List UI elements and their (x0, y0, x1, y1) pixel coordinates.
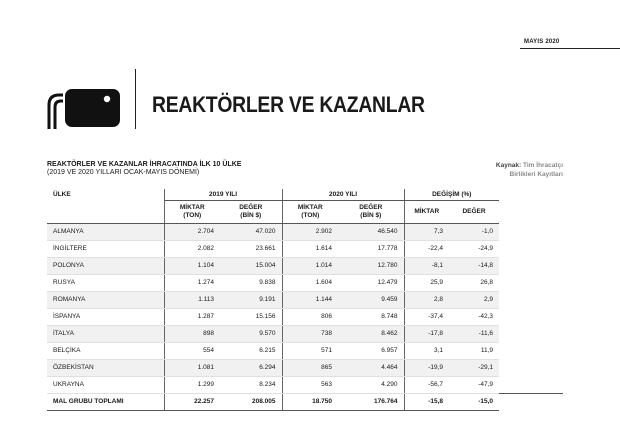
header-val-unit: (BİN $) (360, 211, 382, 219)
cell-qty-2019: 898 (164, 325, 220, 342)
row-spacer (499, 223, 563, 240)
cell-change-val: -14,8 (449, 257, 499, 274)
cell-country: ROMANYA (47, 291, 164, 308)
cell-change-qty: 2,8 (404, 291, 449, 308)
cell-val-2020: 6.957 (338, 342, 404, 359)
header-val-label: DEĞER (239, 203, 263, 211)
cell-qty-2020: 18.750 (282, 393, 338, 410)
cell-country: UKRAYNA (47, 376, 164, 393)
cell-change-val: 26,8 (449, 274, 499, 291)
cell-change-val: -15,0 (449, 393, 499, 410)
cell-country: POLONYA (47, 257, 164, 274)
cell-change-val: 2,9 (449, 291, 499, 308)
cell-change-qty: 25,9 (404, 274, 449, 291)
source-note (496, 161, 563, 179)
cell-qty-2020: 563 (282, 376, 338, 393)
row-spacer (499, 359, 563, 376)
cell-qty-2020: 2.902 (282, 223, 338, 240)
cell-country: MAL GRUBU TOPLAMI (47, 393, 164, 410)
cell-val-2019: 9.570 (220, 325, 282, 342)
table-row (47, 325, 563, 342)
cell-change-val: -42,3 (449, 308, 499, 325)
cell-val-2019: 9.838 (220, 274, 282, 291)
row-spacer (499, 240, 563, 257)
date-rule (520, 48, 620, 49)
cell-qty-2019: 1.299 (164, 376, 220, 393)
cell-val-2020: 8.748 (338, 308, 404, 325)
header-year-2020: 2020 YILI (282, 189, 404, 200)
cell-val-2020: 9.459 (338, 291, 404, 308)
header-qty-2020 (282, 200, 338, 223)
cell-val-2019: 15.156 (220, 308, 282, 325)
table-row (47, 223, 563, 240)
table-title: REAKTÖRLER VE KAZANLAR İHRACATINDA İLK 10 ÜLKE (47, 161, 242, 168)
row-spacer (499, 325, 563, 342)
header-year-2019: 2019 YILI (164, 189, 282, 200)
cell-qty-2020: 738 (282, 325, 338, 342)
cell-qty-2020: 1.014 (282, 257, 338, 274)
cell-change-val: -1,0 (449, 223, 499, 240)
cell-qty-2019: 1.287 (164, 308, 220, 325)
row-spacer (499, 308, 563, 325)
row-spacer (499, 274, 563, 291)
cell-qty-2019: 1.104 (164, 257, 220, 274)
header-qty-unit: (TON) (183, 211, 202, 219)
cell-val-2019: 6.215 (220, 342, 282, 359)
export-table (47, 189, 563, 411)
source-label: Kaynak: (495, 162, 522, 169)
cell-val-2019: 47.020 (220, 223, 282, 240)
cell-val-2019: 208.005 (220, 393, 282, 410)
cell-change-val: -11,6 (449, 325, 499, 342)
cell-country: RUSYA (47, 274, 164, 291)
header-change: DEĞİŞİM (%) (404, 189, 499, 200)
header-val-2019 (220, 200, 282, 223)
cell-change-qty: 7,3 (404, 223, 449, 240)
header-val-2020 (338, 200, 404, 223)
table-row (47, 359, 563, 376)
cell-qty-2019: 1.274 (164, 274, 220, 291)
header-qty-unit: (TON) (301, 211, 320, 219)
cell-change-qty: -37,4 (404, 308, 449, 325)
header-val-label: DEĞER (359, 203, 383, 211)
table-subtitle: (2019 VE 2020 YILLARI OCAK-MAYIS DÖNEMİ) (47, 169, 200, 176)
total-row (47, 393, 563, 410)
cell-qty-2019: 2.704 (164, 223, 220, 240)
row-spacer (499, 257, 563, 274)
cell-val-2020: 17.778 (338, 240, 404, 257)
cell-qty-2019: 22.257 (164, 393, 220, 410)
cell-qty-2019: 1.081 (164, 359, 220, 376)
cell-change-val: -24,9 (449, 240, 499, 257)
header-country: ÜLKE (47, 189, 164, 223)
cell-qty-2019: 554 (164, 342, 220, 359)
header-change-val: DEĞER (449, 200, 499, 223)
table-row (47, 240, 563, 257)
cell-val-2019: 8.234 (220, 376, 282, 393)
table-row (47, 257, 563, 274)
header-spacer (499, 189, 563, 200)
heading-divider (135, 69, 136, 129)
cell-val-2020: 12.479 (338, 274, 404, 291)
cell-val-2019: 15.004 (220, 257, 282, 274)
source-line-2: Birlikleri Kayıtları (509, 171, 563, 178)
cell-change-qty: -17,8 (404, 325, 449, 342)
cell-change-val: -29,1 (449, 359, 499, 376)
cell-country: ALMANYA (47, 223, 164, 240)
cell-val-2019: 9.191 (220, 291, 282, 308)
cell-country: BELÇİKA (47, 342, 164, 359)
cell-change-qty: 3,1 (404, 342, 449, 359)
device-icon (47, 87, 122, 129)
cell-change-qty: -22,4 (404, 240, 449, 257)
cell-change-qty: -8,1 (404, 257, 449, 274)
row-spacer (499, 393, 563, 410)
cell-val-2020: 46.540 (338, 223, 404, 240)
cell-val-2020: 176.764 (338, 393, 404, 410)
row-spacer (499, 376, 563, 393)
header-change-qty: MİKTAR (404, 200, 449, 223)
cell-qty-2019: 2.082 (164, 240, 220, 257)
cell-val-2020: 4.290 (338, 376, 404, 393)
row-spacer (499, 291, 563, 308)
cell-qty-2020: 1.614 (282, 240, 338, 257)
header-spacer (499, 200, 563, 223)
cell-qty-2020: 806 (282, 308, 338, 325)
cell-val-2020: 12.780 (338, 257, 404, 274)
table-row (47, 376, 563, 393)
cell-country: İNGİLTERE (47, 240, 164, 257)
page-title: REAKTÖRLER VE KAZANLAR (152, 92, 425, 117)
table-row (47, 274, 563, 291)
table-row (47, 342, 563, 359)
cell-change-val: -47,9 (449, 376, 499, 393)
cell-val-2020: 8.462 (338, 325, 404, 342)
header-val-unit: (BİN $) (240, 211, 262, 219)
cell-change-qty: -15,8 (404, 393, 449, 410)
cell-country: İSPANYA (47, 308, 164, 325)
header-qty-2019 (164, 200, 220, 223)
cell-qty-2020: 865 (282, 359, 338, 376)
table-row (47, 308, 563, 325)
cell-change-qty: -56,7 (404, 376, 449, 393)
source-line-1: Tim İhracatçı (523, 162, 563, 169)
cell-val-2020: 4.464 (338, 359, 404, 376)
cell-qty-2020: 571 (282, 342, 338, 359)
cell-val-2019: 6.294 (220, 359, 282, 376)
cell-change-val: 11,9 (449, 342, 499, 359)
cell-qty-2019: 1.113 (164, 291, 220, 308)
header-qty-label: MİKTAR (179, 203, 205, 211)
cell-qty-2020: 1.144 (282, 291, 338, 308)
row-spacer (499, 342, 563, 359)
issue-date: MAYIS 2020 (524, 39, 560, 45)
cell-qty-2020: 1.604 (282, 274, 338, 291)
cell-val-2019: 23.661 (220, 240, 282, 257)
cell-country: İTALYA (47, 325, 164, 342)
cell-change-qty: -19,9 (404, 359, 449, 376)
table-row (47, 291, 563, 308)
cell-country: ÖZBEKİSTAN (47, 359, 164, 376)
header-qty-label: MİKTAR (297, 203, 323, 211)
